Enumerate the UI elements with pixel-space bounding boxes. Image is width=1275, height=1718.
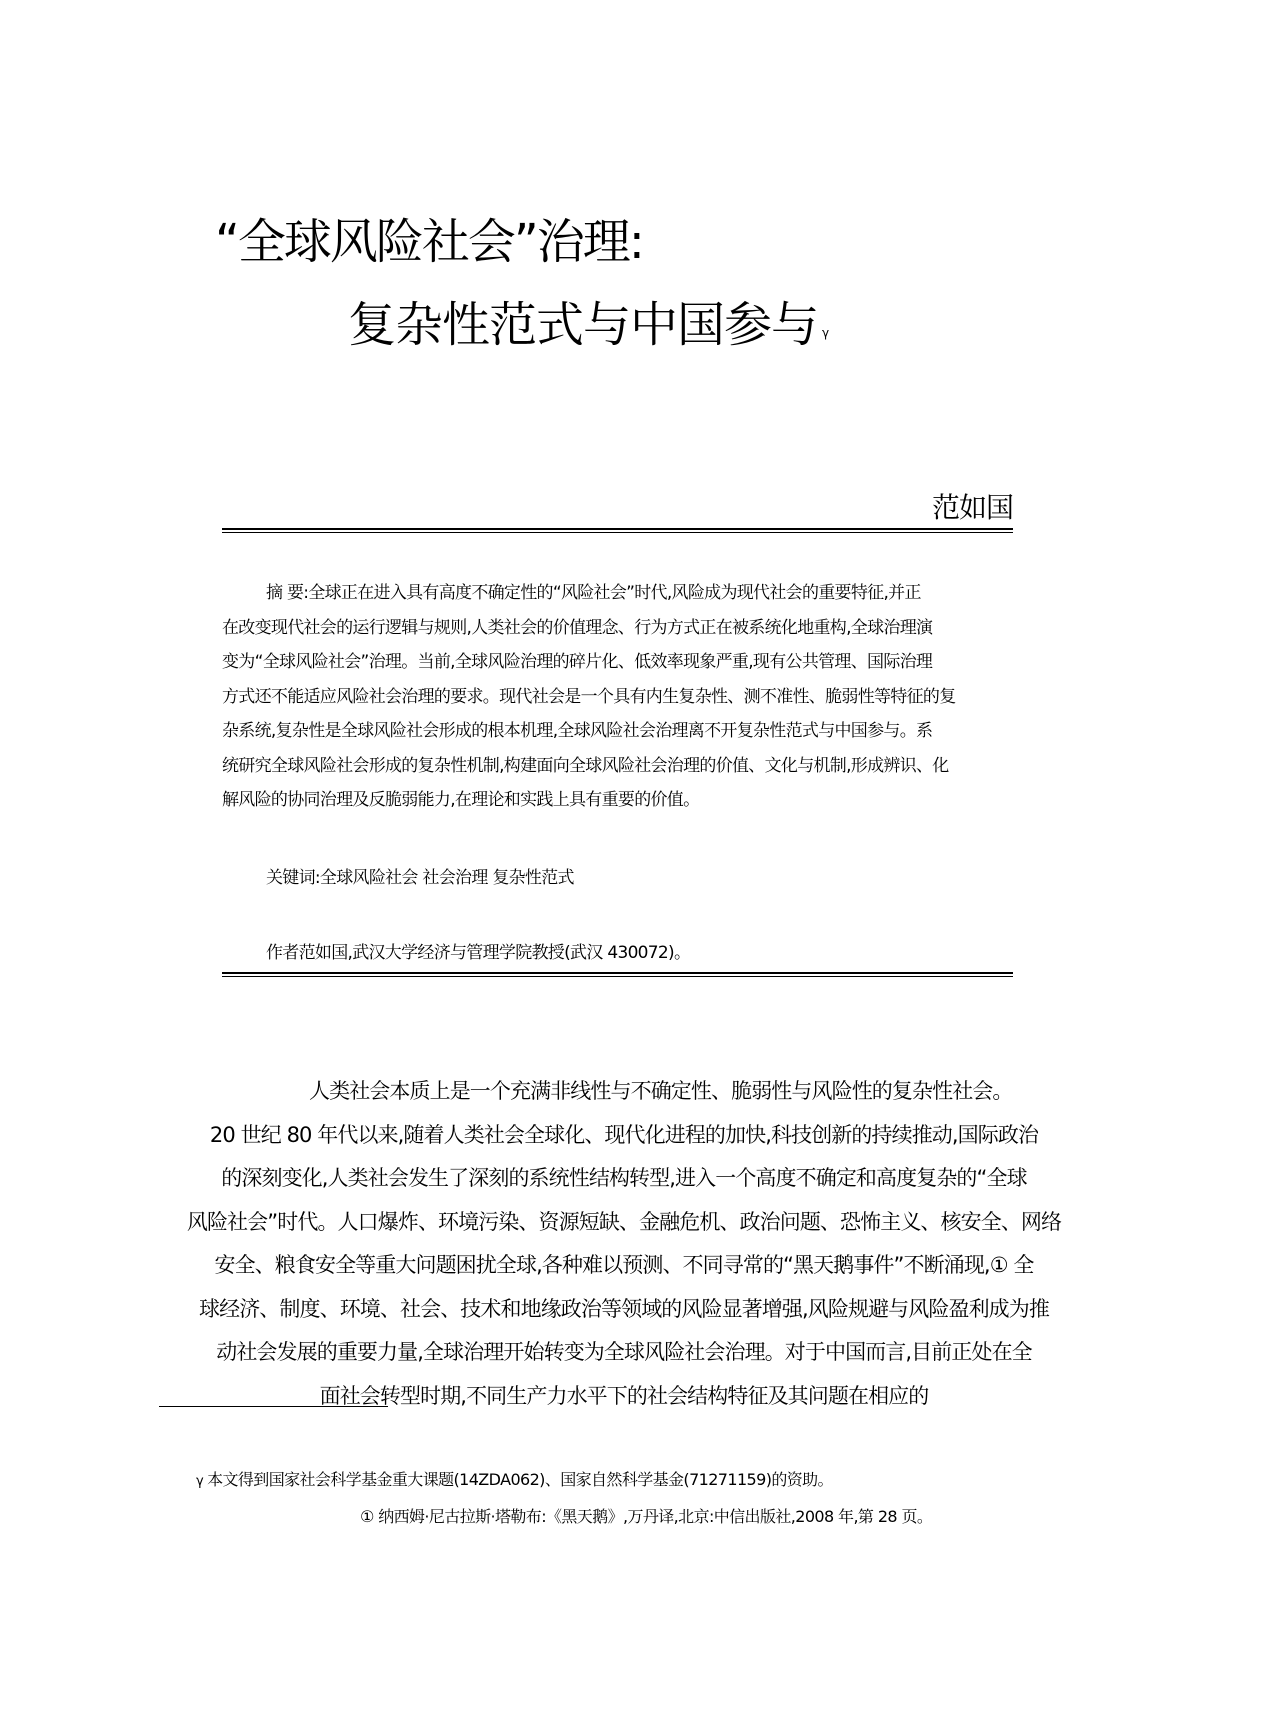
title-footnote-marker[interactable]: γ xyxy=(822,326,830,340)
footnote-funding-text: 本文得到国家社会科学基金重大课题(14ZDA062)、国家自然科学基金(71271159)的资助。 xyxy=(207,1470,833,1489)
body-line: 风险社会”时代。人口爆炸、环境污染、资源短缺、金融危机、政治问题、恐怖主义、核安全、网络 xyxy=(186,1209,1062,1234)
double-rule-divider-top xyxy=(222,528,1013,533)
body-line: 安全、粮食安全等重大问题困扰全球,各种难以预测、不同寻常的“黑天鹅事件”不断涌现,① 全 xyxy=(214,1253,1034,1277)
article-title-line-1: “全球风险社会”治理: xyxy=(215,214,643,270)
abstract-line: 统研究全球风险社会形成的复杂性机制,构建面向全球风险社会治理的价值、文化与机制,形成辨识、化 xyxy=(222,755,949,776)
abstract-line: 解风险的协同治理及反脆弱能力,在理论和实践上具有重要的价值。 xyxy=(222,790,700,810)
article-title-line-2 xyxy=(348,295,829,363)
footnote-reference-1: ① 纳西姆·尼古拉斯·塔勒布:《黑天鹅》,万丹译,北京:中信出版社,2008 年,第 28 页。 xyxy=(360,1507,933,1526)
body-line: 人类社会本质上是一个充满非线性与不确定性、脆弱性与风险性的复杂性社会。 xyxy=(309,1079,1013,1103)
footnote-marker-gamma: γ xyxy=(196,1474,204,1489)
author-name: 范如国 xyxy=(931,491,1013,524)
body-line: 20 世纪 80 年代以来,随着人类社会全球化、现代化进程的加快,科技创新的持续推动,国际政治 xyxy=(209,1122,1039,1147)
body-line: 的深刻变化,人类社会发生了深刻的系统性结构转型,进入一个高度不确定和高度复杂的“全球 xyxy=(221,1166,1027,1190)
keywords: 关键词:全球风险社会 社会治理 复杂性范式 xyxy=(266,868,574,888)
abstract-line: 摘 要:全球正在进入具有高度不确定性的“风险社会”时代,风险成为现代社会的重要特征,并正 xyxy=(266,583,921,603)
abstract-line: 杂系统,复杂性是全球风险社会形成的根本机理,全球风险社会治理离不开复杂性范式与中国参与。系 xyxy=(222,721,933,741)
abstract-line: 变为“全球风险社会”治理。当前,全球风险治理的碎片化、低效率现象严重,现有公共管理、国际治理 xyxy=(222,652,933,672)
body-line: 动社会发展的重要力量,全球治理开始转变为全球风险社会治理。对于中国而言,目前正处在全 xyxy=(216,1340,1032,1364)
footnote-funding xyxy=(196,1468,833,1494)
body-line: 面社会转型时期,不同生产力水平下的社会结构特征及其问题在相应的 xyxy=(319,1383,929,1408)
double-rule-divider-bottom xyxy=(222,972,1013,977)
abstract-line: 方式还不能适应风险社会治理的要求。现代社会是一个具有内生复杂性、测不准性、脆弱性等特征的复 xyxy=(222,686,956,707)
abstract-block xyxy=(222,576,1092,818)
article-subtitle-text: 复杂性范式与中国参与 xyxy=(348,297,819,353)
author-affiliation: 作者范如国,武汉大学经济与管理学院教授(武汉 430072)。 xyxy=(266,943,691,963)
body-paragraph xyxy=(159,1070,1089,1418)
abstract-line: 在改变现代社会的运行逻辑与规则,人类社会的价值理念、行为方式正在被系统化地重构,全球治理演 xyxy=(222,617,933,638)
body-line: 球经济、制度、环境、社会、技术和地缘政治等领域的风险显著增强,风险规避与风险盈利成为推 xyxy=(199,1296,1049,1321)
footnote-separator xyxy=(159,1406,388,1407)
